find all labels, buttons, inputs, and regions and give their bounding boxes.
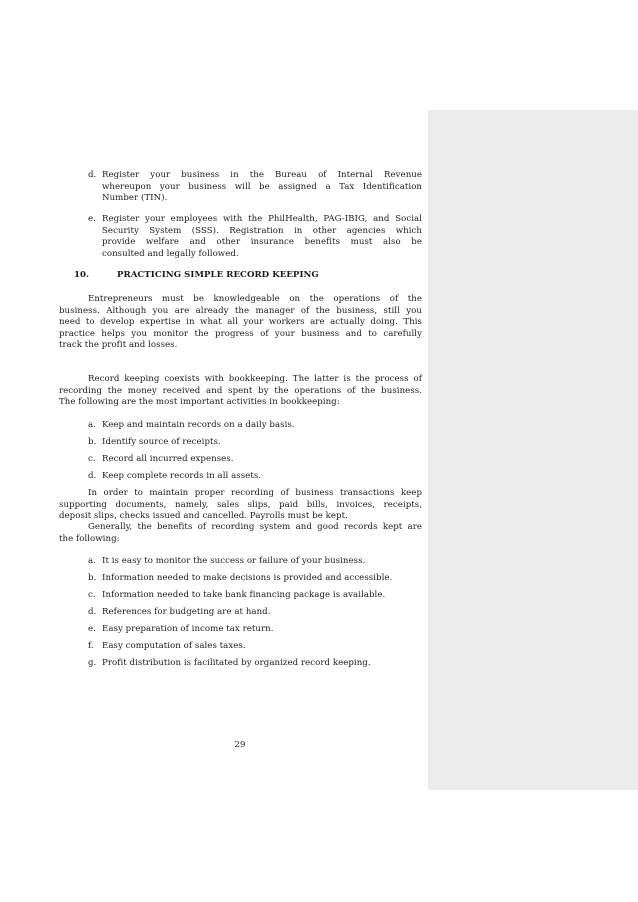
comment-pane [428,110,638,790]
text-line: Register your business in the Bureau of Internal Revenue [102,170,422,180]
list-marker: e. [88,214,96,224]
list-text: Profit distribution is facilitated by organized record keeping. [102,658,371,668]
page-number: 29 [234,740,246,750]
list-text: Easy computation of sales taxes. [102,641,246,651]
list-marker: e. [88,624,96,634]
text-line: business. Although you are already the manager of the business, still you [59,305,422,316]
text-line: Record keeping coexists with bookkeeping. The latter is the process of [88,374,422,384]
text-line: Register your employees with the PhilHealth, PAG-IBIG, and Social [102,214,422,224]
benefit-item [88,556,365,568]
benefit-item [88,641,246,653]
activity-item [88,471,261,483]
text-line: supporting documents, namely, sales slips, paid bills, invoices, receipts, [59,499,422,510]
text-line: recording the money received and spent by the operations of the business. [59,385,422,396]
list-marker: f. [88,641,94,651]
section-title: PRACTICING SIMPLE RECORD KEEPING [117,270,319,280]
benefit-item [88,590,385,602]
text-line: need to develop expertise in what all your workers are actually doing. This [59,317,422,327]
benefit-item [88,658,371,670]
text-line: Security System (SSS). Registration in other agencies which [102,225,422,236]
list-text: It is easy to monitor the success or failure of your business. [102,556,366,566]
list-text: Easy preparation of income tax return. [102,624,274,634]
list-text: References for budgeting are at hand. [102,607,271,617]
text-line: provide welfare and other insurance benefits must also be [102,237,422,247]
text-line: track the profit and losses. [59,340,178,350]
list-text: Record all incurred expenses. [102,454,234,464]
activity-item [88,420,295,432]
list-marker: d. [88,607,97,617]
paragraph-entrepreneurs [59,294,422,352]
text-line: Entrepreneurs must be knowledgeable on the operations of the [88,294,422,304]
list-text: Keep and maintain records on a daily basis. [102,420,295,430]
list-marker: c. [88,590,96,600]
list-marker: b. [88,573,97,583]
text-line: The following are the most important activities in bookkeeping: [59,397,340,407]
text-line: practice helps you monitor the progress of your business and to carefully [59,328,422,339]
activity-item [88,454,234,466]
benefit-item [88,624,274,636]
list-marker: c. [88,454,96,464]
paragraph-benefits-intro [59,522,422,545]
text-line: deposit slips, checks issued and cancelled. Payrolls must be kept. [59,511,348,521]
paragraph-record-keeping [59,374,422,409]
list-marker: d. [88,471,97,481]
text-line: whereupon your business will be assigned a Tax Identification [102,181,422,192]
list-text: Information needed to take bank financing package is available. [102,590,386,600]
benefit-item [88,573,392,585]
list-marker: g. [88,658,97,668]
list-text: Keep complete records in all assets. [102,471,262,481]
text-line: In order to maintain proper recording of business transactions keep [88,488,422,498]
text-line: the following: [59,533,120,544]
list-marker: a. [88,420,96,430]
list-marker: a. [88,556,96,566]
text-line: Number (TIN). [102,193,168,203]
benefit-item [88,607,271,619]
activity-item [88,437,221,449]
list-text: Identify source of receipts. [102,437,221,447]
list-text: Information needed to make decisions is provided and accessible. [102,573,393,583]
paragraph-supporting-documents [59,488,422,523]
text-line: consulted and legally followed. [102,248,239,259]
list-marker: d. [88,170,97,180]
list-marker: b. [88,437,97,447]
text-line: Generally, the benefits of recording system and good records kept are [88,522,422,532]
section-number: 10. [74,270,90,280]
